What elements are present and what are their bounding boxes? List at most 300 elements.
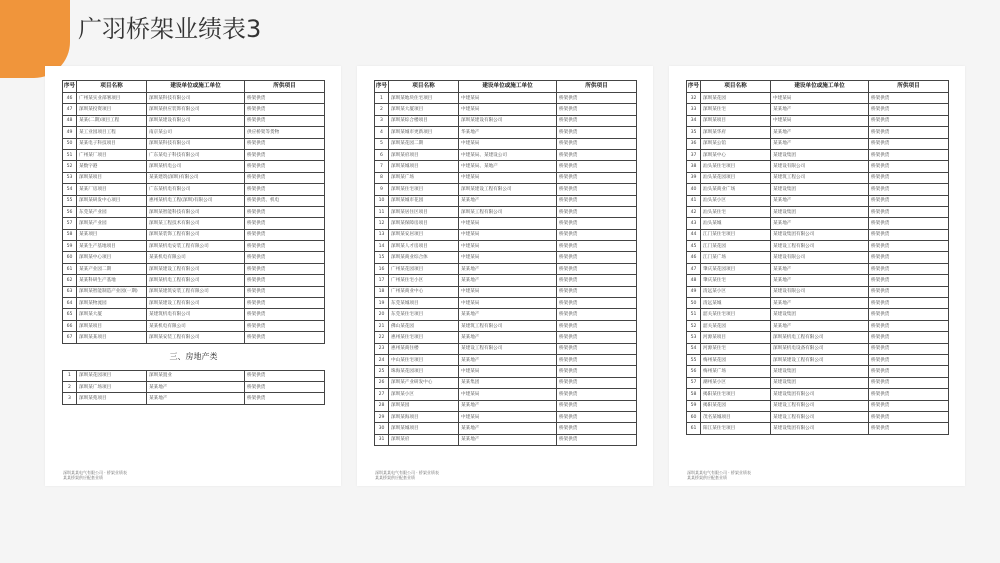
project-name: 深圳某项目 <box>77 320 147 331</box>
contractor-name: 某建设有限公司 <box>771 161 869 172</box>
table-row <box>375 93 637 104</box>
contractor-name: 某某机电有限公司 <box>147 320 245 331</box>
supplied-item: 桥架供货 <box>245 138 325 149</box>
project-name: 珠海某花园项目 <box>389 366 459 377</box>
supplied-item: 桥架供货 <box>245 393 325 404</box>
row-number: 15 <box>375 252 389 263</box>
row-number: 49 <box>63 127 77 138</box>
table-row <box>375 332 637 343</box>
table-row <box>63 286 325 297</box>
contractor-name: 深圳某智能科技有限公司 <box>147 206 245 217</box>
supplied-item: 桥架供货 <box>245 206 325 217</box>
contractor-name: 深圳某安装工程有限公司 <box>147 332 245 343</box>
table-row <box>687 218 949 229</box>
supplied-item: 桥架供货 <box>557 172 637 183</box>
row-number: 44 <box>687 229 701 240</box>
row-number: 52 <box>687 320 701 331</box>
contractor-name: 深圳某建筑安装工程有限公司 <box>147 286 245 297</box>
table-row <box>375 343 637 354</box>
supplied-item: 桥架供货 <box>245 149 325 160</box>
project-name: 韶关某花园 <box>701 320 771 331</box>
project-name: 深圳某产业研发中心 <box>389 377 459 388</box>
contractor-name: 某某地产 <box>771 195 869 206</box>
table-row <box>63 184 325 195</box>
contractor-name: 某某建筑(深圳)有限公司 <box>147 172 245 183</box>
contractor-name: 某建设集团 <box>771 377 869 388</box>
row-number: 47 <box>687 263 701 274</box>
supplied-item: 桥架供货 <box>869 309 949 320</box>
document-page-3 <box>669 66 965 486</box>
contractor-name: 某建设集团有限公司 <box>771 389 869 400</box>
column-header: 建设单位或施工单位 <box>459 81 557 93</box>
performance-table <box>686 80 949 435</box>
supplied-item: 桥架供货 <box>869 400 949 411</box>
supplied-item: 桥架供货 <box>245 320 325 331</box>
contractor-name: 某建设有限公司 <box>771 252 869 263</box>
contractor-name: 某建设集团 <box>771 206 869 217</box>
row-number: 47 <box>63 104 77 115</box>
project-name: 东莞某城项目 <box>389 298 459 309</box>
supplied-item: 桥架供货 <box>557 286 637 297</box>
contractor-name: 某建设工程有限公司 <box>459 343 557 354</box>
table-row <box>687 93 949 104</box>
project-name: 深圳某城项目 <box>389 161 459 172</box>
supplied-item: 桥架供货 <box>557 104 637 115</box>
contractor-name: 深圳某机电设备有限公司 <box>771 343 869 354</box>
project-name: 深圳某安居项目 <box>389 229 459 240</box>
supplied-item: 桥架供货 <box>557 252 637 263</box>
project-name: 揭阳某住宅项目 <box>701 389 771 400</box>
supplied-item: 桥架供货 <box>869 172 949 183</box>
project-name: 某某电子科技项目 <box>77 138 147 149</box>
contractor-name: 某某地产 <box>771 104 869 115</box>
project-name: 广州某住宅小区 <box>389 275 459 286</box>
project-name: 某工业园项目工程 <box>77 127 147 138</box>
column-header: 建设单位或施工单位 <box>147 81 245 93</box>
table-row <box>63 263 325 274</box>
supplied-item: 桥架供货 <box>557 195 637 206</box>
contractor-name: 某某集团 <box>459 377 557 388</box>
row-number: 56 <box>687 366 701 377</box>
project-name: 东莞某产业园 <box>77 206 147 217</box>
table-row <box>63 381 325 392</box>
row-number: 57 <box>63 218 77 229</box>
table-row <box>687 389 949 400</box>
table-row <box>63 161 325 172</box>
project-name: 阳江某住宅项目 <box>701 423 771 434</box>
project-name: 汕头某城 <box>701 218 771 229</box>
supplied-item: 桥架供货 <box>869 127 949 138</box>
supplied-item: 桥架供货 <box>869 263 949 274</box>
supplied-item: 桥架供货 <box>869 354 949 365</box>
contractor-name: 某建筑工程有限公司 <box>459 320 557 331</box>
row-number: 25 <box>375 366 389 377</box>
row-number: 59 <box>687 400 701 411</box>
contractor-name: 中建某局、某地产 <box>459 161 557 172</box>
contractor-name: 某某地产 <box>771 263 869 274</box>
row-number: 55 <box>687 354 701 365</box>
row-number: 30 <box>375 423 389 434</box>
supplied-item: 桥架供货 <box>869 286 949 297</box>
project-name: 清远某城 <box>701 298 771 309</box>
supplied-item: 桥架供货 <box>557 332 637 343</box>
project-name: 深圳某住宅 <box>701 104 771 115</box>
supplied-item: 桥架供货 <box>557 241 637 252</box>
project-name: 深圳某保障房项目 <box>389 218 459 229</box>
table-row <box>63 320 325 331</box>
table-row <box>375 377 637 388</box>
table-row <box>687 286 949 297</box>
project-name: 惠州某住宅项目 <box>389 332 459 343</box>
contractor-name: 中建某局 <box>771 93 869 104</box>
supplied-item: 桥架供货 <box>557 206 637 217</box>
project-name: 某某(二期)项目工程 <box>77 115 147 126</box>
table-row <box>687 320 949 331</box>
row-number: 22 <box>375 332 389 343</box>
supplied-item: 桥架供货 <box>245 104 325 115</box>
table-row <box>687 161 949 172</box>
supplied-item: 桥架供货 <box>869 195 949 206</box>
row-number: 26 <box>375 377 389 388</box>
project-name: 深圳某花园项目 <box>77 370 147 381</box>
contractor-name: 某建设工程有限公司 <box>771 400 869 411</box>
supplied-item: 桥架供货 <box>869 104 949 115</box>
row-number: 45 <box>687 241 701 252</box>
project-name: 某某产业园二期 <box>77 263 147 274</box>
table-row <box>375 195 637 206</box>
row-number: 54 <box>63 184 77 195</box>
row-number: 67 <box>63 332 77 343</box>
table-row <box>375 354 637 365</box>
row-number: 12 <box>375 218 389 229</box>
contractor-name: 某建设有限公司 <box>771 286 869 297</box>
supplied-item: 桥架供货 <box>557 320 637 331</box>
row-number: 8 <box>375 172 389 183</box>
row-number: 16 <box>375 263 389 274</box>
table-row <box>687 332 949 343</box>
contractor-name: 中建某局 <box>459 172 557 183</box>
supplied-item: 桥架供货 <box>245 252 325 263</box>
row-number: 13 <box>375 229 389 240</box>
table-row <box>687 298 949 309</box>
performance-table <box>374 80 637 446</box>
table-row <box>375 263 637 274</box>
project-name: 某某生产基地项目 <box>77 241 147 252</box>
contractor-name: 中建某局 <box>459 229 557 240</box>
contractor-name: 某某地产 <box>771 138 869 149</box>
table-row <box>687 423 949 434</box>
supplied-item: 桥架供货 <box>869 161 949 172</box>
row-number: 65 <box>63 309 77 320</box>
supplied-item: 桥架供货 <box>245 298 325 309</box>
project-name: 深圳某地块住宅项目 <box>389 93 459 104</box>
contractor-name: 深圳某供应装饰有限公司 <box>147 104 245 115</box>
contractor-name: 某某地产 <box>459 354 557 365</box>
table-row <box>687 195 949 206</box>
project-name: 中山某住宅项目 <box>389 354 459 365</box>
contractor-name: 某建设工程有限公司 <box>771 241 869 252</box>
table-row <box>375 320 637 331</box>
table-header-row <box>687 81 949 93</box>
supplied-item: 桥架供货 <box>557 184 637 195</box>
contractor-name: 广东某电子科技有限公司 <box>147 149 245 160</box>
table-row <box>375 138 637 149</box>
project-name: 深圳某综合楼项目 <box>389 115 459 126</box>
row-number: 29 <box>375 411 389 422</box>
contractor-name: 中建某局 <box>459 298 557 309</box>
row-number: 53 <box>687 332 701 343</box>
project-name: 佛山某花园 <box>389 320 459 331</box>
supplied-item: 桥架供货 <box>557 434 637 445</box>
table-row <box>63 332 325 343</box>
table-row <box>63 149 325 160</box>
table-row <box>687 184 949 195</box>
table-row <box>375 411 637 422</box>
row-number: 19 <box>375 298 389 309</box>
supplied-item: 桥架供货 <box>245 370 325 381</box>
supplied-item: 桥架供货 <box>869 332 949 343</box>
row-number: 43 <box>687 218 701 229</box>
table-header-row <box>375 81 637 93</box>
row-number: 52 <box>63 161 77 172</box>
supplied-item: 桥架供货 <box>557 229 637 240</box>
supplied-item: 桥架供货 <box>869 229 949 240</box>
project-name: 深圳某花园二期 <box>389 138 459 149</box>
row-number: 60 <box>687 411 701 422</box>
contractor-name: 中建某局 <box>459 252 557 263</box>
row-number: 4 <box>375 127 389 138</box>
column-header: 项目名称 <box>389 81 459 93</box>
contractor-name: 某某地产 <box>459 195 557 206</box>
supplied-item: 桥架供货 <box>557 366 637 377</box>
contractor-name: 中建某局 <box>459 411 557 422</box>
contractor-name: 深圳某工程技术有限公司 <box>147 218 245 229</box>
row-number: 59 <box>63 241 77 252</box>
contractor-name: 某建筑机电有限公司 <box>147 309 245 320</box>
project-name: 深圳某物流园 <box>77 298 147 309</box>
row-number: 9 <box>375 184 389 195</box>
project-name: 深圳某居住区项目 <box>389 206 459 217</box>
row-number: 7 <box>375 161 389 172</box>
supplied-item: 桥架供货 <box>557 115 637 126</box>
section-heading-row <box>63 343 325 370</box>
project-name: 某某项目 <box>77 229 147 240</box>
project-name: 深圳某住宅项目 <box>389 184 459 195</box>
project-name: 清远某小区 <box>701 286 771 297</box>
table-row <box>63 93 325 104</box>
project-name: 深圳某海项目 <box>389 411 459 422</box>
row-number: 58 <box>687 389 701 400</box>
project-name: 深圳某府项目 <box>389 149 459 160</box>
row-number: 23 <box>375 343 389 354</box>
table-row <box>687 275 949 286</box>
supplied-item: 桥架供货 <box>245 241 325 252</box>
table-row <box>687 366 949 377</box>
contractor-name: 某建设工程有限公司 <box>771 411 869 422</box>
supplied-item: 桥架供货 <box>557 309 637 320</box>
contractor-name: 某某地产 <box>147 381 245 392</box>
contractor-name: 中建某局 <box>459 93 557 104</box>
table-row <box>375 286 637 297</box>
contractor-name: 深圳某置业 <box>147 370 245 381</box>
supplied-item: 桥架供货 <box>557 411 637 422</box>
contractor-name: 某某地产 <box>771 320 869 331</box>
supplied-item: 桥架供货 <box>869 115 949 126</box>
contractor-name: 中建某局 <box>459 389 557 400</box>
table-row <box>63 206 325 217</box>
row-number: 46 <box>63 93 77 104</box>
project-name: 深圳某苑项目 <box>77 393 147 404</box>
table-row <box>63 138 325 149</box>
document-page-2 <box>357 66 653 486</box>
row-number: 36 <box>687 138 701 149</box>
supplied-item: 桥架供货 <box>557 218 637 229</box>
contractor-name: 深圳某建设工程有限公司 <box>147 298 245 309</box>
contractor-name: 中建某局 <box>459 286 557 297</box>
project-name: 深圳某中心项目 <box>77 252 147 263</box>
row-number: 24 <box>375 354 389 365</box>
project-name: 梅州某花园 <box>701 354 771 365</box>
project-name: 深圳某研发中心项目 <box>77 195 147 206</box>
project-name: 揭阳某花园 <box>701 400 771 411</box>
row-number: 20 <box>375 309 389 320</box>
row-number: 31 <box>375 434 389 445</box>
project-name: 深圳某广场 <box>389 172 459 183</box>
row-number: 2 <box>63 381 77 392</box>
supplied-item: 桥架供货 <box>869 366 949 377</box>
row-number: 35 <box>687 127 701 138</box>
supplied-item: 桥架供货 <box>245 309 325 320</box>
contractor-name: 某建设集团有限公司 <box>771 229 869 240</box>
table-row <box>687 263 949 274</box>
project-name: 深圳某人才房项目 <box>389 241 459 252</box>
row-number: 58 <box>63 229 77 240</box>
performance-table <box>62 80 325 405</box>
table-row <box>687 104 949 115</box>
table-row <box>687 172 949 183</box>
table-row <box>63 309 325 320</box>
row-number: 51 <box>63 149 77 160</box>
contractor-name: 中建某局 <box>459 138 557 149</box>
project-name: 深圳某大厦项目 <box>389 104 459 115</box>
table-row <box>687 138 949 149</box>
project-name: 深圳某城市花园 <box>389 195 459 206</box>
project-name: 潮州某小区 <box>701 377 771 388</box>
table-row <box>63 115 325 126</box>
supplied-item: 桥架供货 <box>869 252 949 263</box>
contractor-name: 某某地产 <box>459 332 557 343</box>
table-row <box>375 275 637 286</box>
contractor-name: 某某地产 <box>459 309 557 320</box>
table-row <box>63 252 325 263</box>
project-name: 深圳某城市更新项目 <box>389 127 459 138</box>
table-row <box>63 104 325 115</box>
supplied-item: 桥架供货 <box>557 263 637 274</box>
supplied-item: 桥架供货 <box>245 263 325 274</box>
row-number: 64 <box>63 298 77 309</box>
row-number: 40 <box>687 184 701 195</box>
project-name: 汕头某花园项目 <box>701 172 771 183</box>
table-row <box>63 172 325 183</box>
table-row <box>375 115 637 126</box>
row-number: 34 <box>687 115 701 126</box>
project-name: 江门某住宅项目 <box>701 229 771 240</box>
supplied-item: 桥架供货 <box>245 286 325 297</box>
contractor-name: 某建设集团有限公司 <box>771 423 869 434</box>
supplied-item: 桥架供货 <box>557 423 637 434</box>
supplied-item: 桥架供货 <box>245 275 325 286</box>
project-name: 江门某广场 <box>701 252 771 263</box>
row-number: 61 <box>63 263 77 274</box>
contractor-name: 中建某局 <box>771 115 869 126</box>
table-row <box>375 298 637 309</box>
supplied-item: 桥架供货 <box>557 275 637 286</box>
row-number: 32 <box>687 93 701 104</box>
supplied-item: 桥架供货 <box>245 115 325 126</box>
contractor-name: 深圳某建设工程有限公司 <box>147 263 245 274</box>
contractor-name: 某某地产 <box>771 127 869 138</box>
row-number: 53 <box>63 172 77 183</box>
contractor-name: 深圳某科技有限公司 <box>147 93 245 104</box>
supplied-item: 桥架供货 <box>869 206 949 217</box>
table-row <box>375 423 637 434</box>
contractor-name: 中建某局、某建设公司 <box>459 149 557 160</box>
supplied-item: 桥架供货 <box>869 423 949 434</box>
project-name: 汕头某住宅项目 <box>701 161 771 172</box>
contractor-name: 某建设集团 <box>771 184 869 195</box>
contractor-name: 某某地产 <box>459 275 557 286</box>
project-name: 广州某实业部署项目 <box>77 93 147 104</box>
table-row <box>63 275 325 286</box>
table-row <box>687 354 949 365</box>
table-row <box>375 218 637 229</box>
project-name: 深圳某园 <box>389 400 459 411</box>
project-name: 深圳某中心 <box>701 149 771 160</box>
supplied-item: 桥架供货 <box>869 320 949 331</box>
column-header: 序号 <box>63 81 77 93</box>
row-number: 50 <box>63 138 77 149</box>
table-row <box>687 343 949 354</box>
contractor-name: 中建某局 <box>459 241 557 252</box>
table-row <box>375 149 637 160</box>
row-number: 46 <box>687 252 701 263</box>
project-name: 深圳某府 <box>389 434 459 445</box>
supplied-item: 桥架供货 <box>869 218 949 229</box>
project-name: 广州某商业中心 <box>389 286 459 297</box>
table-row <box>375 366 637 377</box>
contractor-name: 某建设集团 <box>771 309 869 320</box>
project-name: 深圳某广场项目 <box>77 381 147 392</box>
row-number: 11 <box>375 206 389 217</box>
supplied-item: 桥架供货 <box>245 184 325 195</box>
contractor-name: 深圳某建设工程有限公司 <box>771 354 869 365</box>
row-number: 3 <box>63 393 77 404</box>
table-header-row <box>63 81 325 93</box>
supplied-item: 桥架供货 <box>557 343 637 354</box>
project-name: 深圳某华府 <box>701 127 771 138</box>
row-number: 14 <box>375 241 389 252</box>
row-number: 55 <box>63 195 77 206</box>
table-row <box>63 298 325 309</box>
table-row <box>375 309 637 320</box>
table-row <box>687 400 949 411</box>
slide-title: 广羽桥架业绩表3 <box>78 15 262 43</box>
row-number: 2 <box>375 104 389 115</box>
column-header: 序号 <box>375 81 389 93</box>
row-number: 6 <box>375 149 389 160</box>
contractor-name: 某某地产 <box>771 298 869 309</box>
contractor-name: 深圳某建设有限公司 <box>459 115 557 126</box>
